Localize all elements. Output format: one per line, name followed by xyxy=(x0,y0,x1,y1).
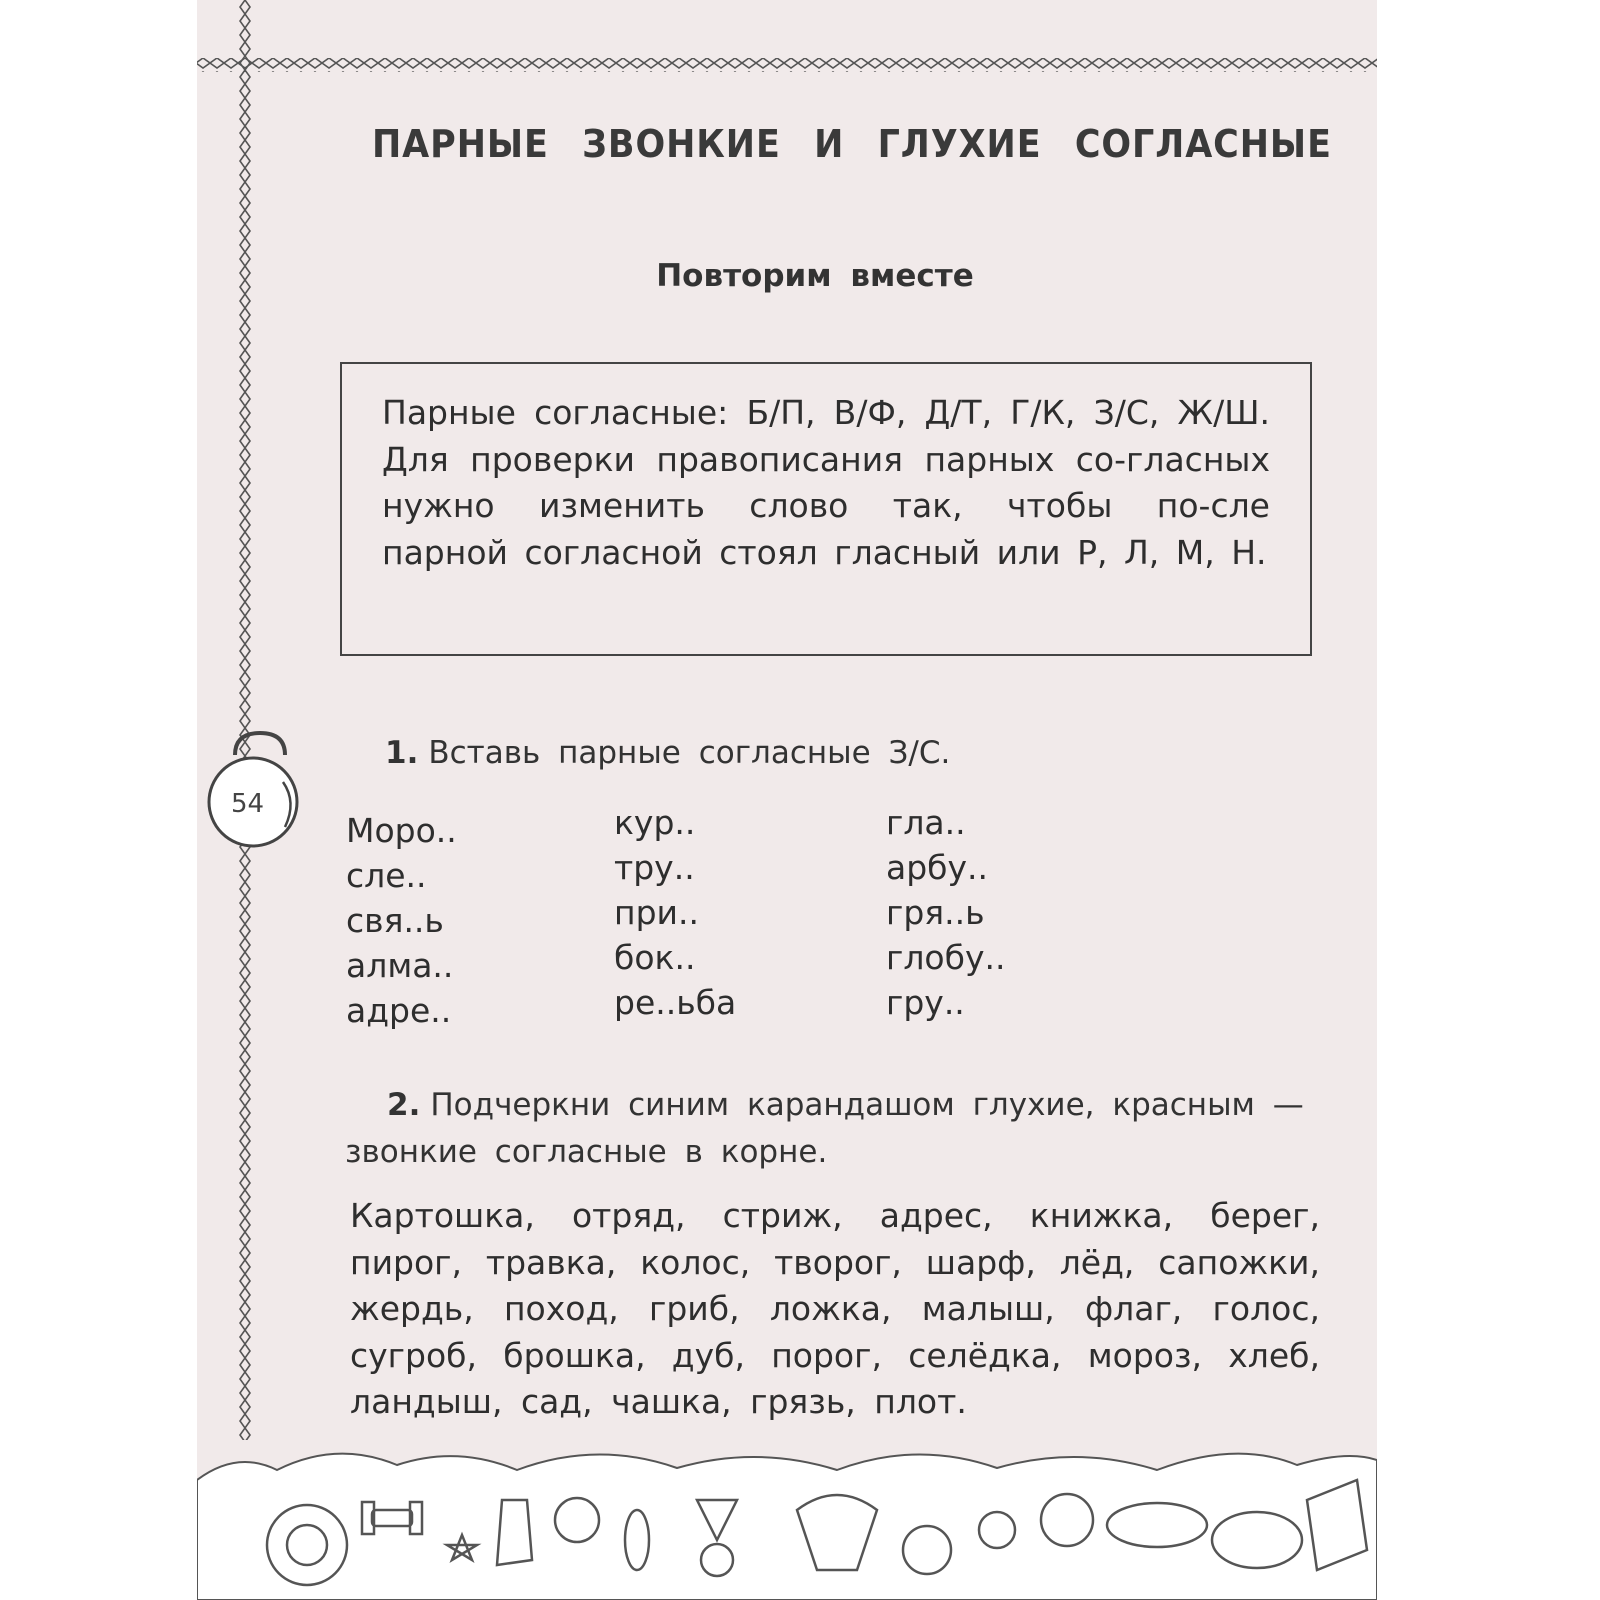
task-1-heading xyxy=(385,735,950,771)
task-1-instruction: Вставь парные согласные З/С. xyxy=(428,735,951,771)
word-item: при.. xyxy=(614,893,699,932)
word-item: тру.. xyxy=(614,848,695,887)
word-item: ре..ьба xyxy=(614,983,737,1022)
word-item: глобу.. xyxy=(886,938,1006,977)
page-title: ПАРНЫЕ ЗВОНКИЕ И ГЛУХИЕ СОГЛАСНЫЕ xyxy=(372,122,1332,166)
task-1-column-3 xyxy=(886,800,1005,1025)
task-1-column-2 xyxy=(614,800,736,1025)
kettlebell-page-badge xyxy=(205,727,315,867)
word-item: свя..ь xyxy=(346,901,444,940)
rule-box xyxy=(340,362,1312,656)
word-item: гря..ь xyxy=(886,893,985,932)
task-2-heading xyxy=(345,1082,1305,1176)
rule-text: Парные согласные: Б/П, В/Ф, Д/Т, Г/К, З/С, Ж/Ш. Для проверки правописания парных со-гласных нужно изменить слово так, чтобы по-сле парной согласной стоял гласный или Р, Л, М, Н. xyxy=(382,393,1270,572)
page-number: 54 xyxy=(231,789,265,819)
task-2-instruction: Подчеркни синим карандашом глухие, красным — звонкие согласные в корне. xyxy=(345,1087,1304,1170)
word-item: гла.. xyxy=(886,803,966,842)
word-item: арбу.. xyxy=(886,848,989,887)
word-item: кур.. xyxy=(614,803,696,842)
sports-doodles-decoration xyxy=(197,1440,1377,1600)
word-item: Моро.. xyxy=(346,811,457,850)
task-1-column-1 xyxy=(346,808,457,1033)
task-1-number: 1. xyxy=(385,735,419,771)
word-item: сле.. xyxy=(346,856,427,895)
word-item: адре.. xyxy=(346,991,452,1030)
section-subtitle: Повторим вместе xyxy=(656,258,974,294)
word-item: алма.. xyxy=(346,946,454,985)
task-2-word-list: Картошка, отряд, стриж, адрес, книжка, берег, пирог, травка, колос, творог, шарф, лёд, сапожки, жердь, поход, гриб, ложка, малыш, флаг, голос, сугроб, брошка, дуб, порог, селёдка, мороз, хлеб, ландыш, сад, чашка, грязь, плот. xyxy=(350,1196,1320,1421)
word-item: бок.. xyxy=(614,938,696,977)
task-2-number: 2. xyxy=(387,1087,421,1123)
word-item: гру.. xyxy=(886,983,965,1022)
